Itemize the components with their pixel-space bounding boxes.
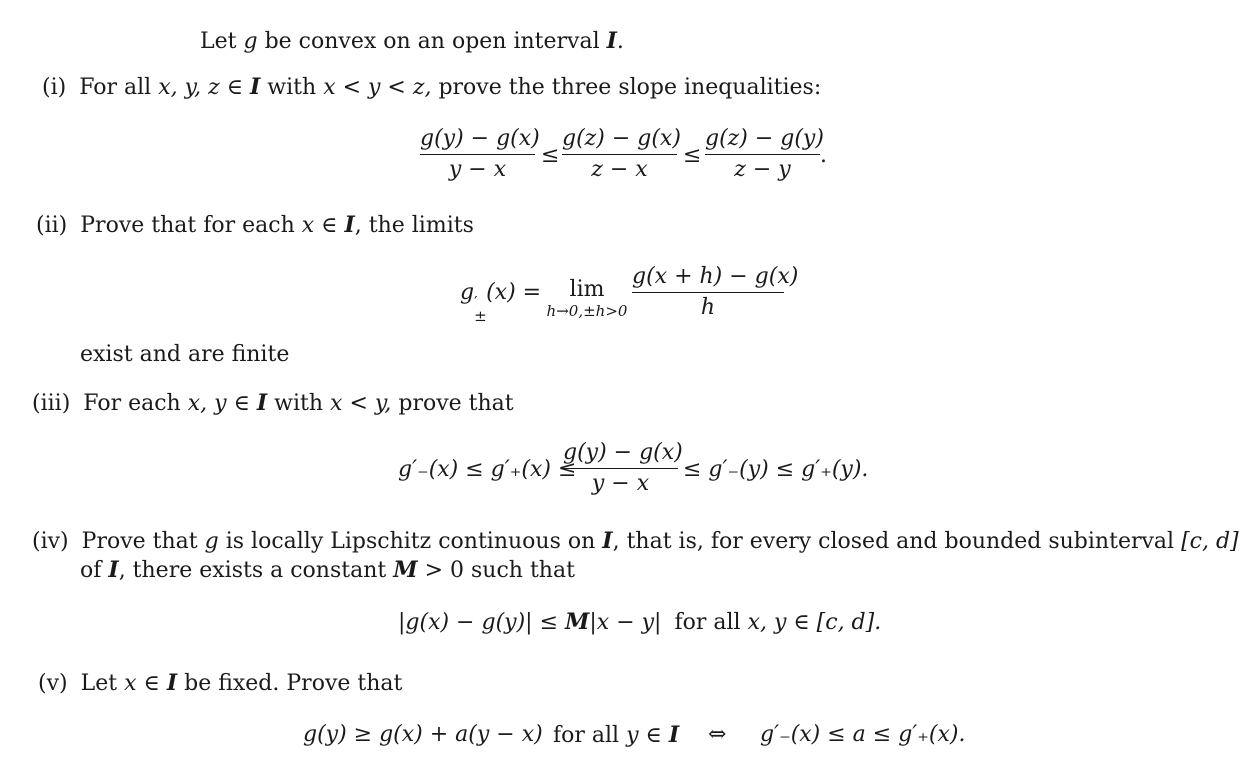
fraction-numerator: g(z) − g(x) <box>562 126 681 151</box>
item-vars: x, y, z <box>158 75 220 100</box>
item-I: I <box>166 670 178 696</box>
fraction-numerator: g(x + h) − g(x) <box>632 264 799 289</box>
condition-I: I <box>668 722 680 748</box>
item-I: I <box>602 528 613 554</box>
item-label: (iii) <box>32 391 71 416</box>
lim-subscript: h→0,±h>0 <box>546 302 628 320</box>
item-interval: [c, d] <box>1181 529 1239 554</box>
lipschitz-in: ∈ [c, d]. <box>793 610 882 635</box>
slope-fraction-3 <box>705 124 824 185</box>
lipschitz-vars: x, y <box>747 610 787 635</box>
item-text: prove the three slope inequalities: <box>438 75 822 100</box>
item-M: M <box>393 557 418 583</box>
item-I: I <box>108 557 119 583</box>
fraction-denominator: h <box>700 295 716 320</box>
display-end: . <box>820 143 827 168</box>
item-text: be fixed. Prove that <box>184 671 403 696</box>
prime: ′ <box>474 293 478 311</box>
item-text: > 0 such that <box>424 558 575 583</box>
secant-slope <box>563 438 683 499</box>
supporting-line-condition <box>553 722 679 748</box>
intro-I: I <box>606 28 617 54</box>
condition-in: ∈ <box>645 723 662 748</box>
lim-text: lim <box>569 277 605 302</box>
item-text: , that is, for every closed and bounded subinterval <box>612 529 1175 554</box>
item-text: Prove that <box>81 529 198 554</box>
lipschitz-lhs: |g(x) − g(y)| ≤ <box>398 610 559 635</box>
limit-operator <box>545 278 629 320</box>
item-label: (i) <box>42 75 67 100</box>
iff-arrow: ⇔ <box>708 722 727 747</box>
item-label: (v) <box>38 671 68 696</box>
lipschitz-M: M <box>565 609 590 635</box>
item-text: is locally Lipschitz continuous on <box>225 529 596 554</box>
item-vars: x <box>301 213 315 238</box>
item-g: g <box>204 529 219 554</box>
item-in: ∈ <box>226 75 243 100</box>
item-text: with <box>274 391 324 416</box>
fraction-denominator: y − x <box>591 471 650 496</box>
item-text: For each <box>83 391 181 416</box>
lhs-arg: (x) = <box>486 280 542 305</box>
fraction-denominator: y − x <box>448 157 507 182</box>
condition-text: for all <box>553 723 620 748</box>
item-text: , the limits <box>354 213 474 238</box>
item-iv-line-1 <box>32 528 1239 554</box>
fraction-numerator: g(y) − g(x) <box>420 126 540 151</box>
intro-g: g <box>243 29 258 54</box>
item-label: (ii) <box>36 213 68 238</box>
item-text: with <box>267 75 317 100</box>
fraction-denominator: z − x <box>591 157 648 182</box>
item-I: I <box>344 212 355 238</box>
item-text: Prove that for each <box>80 213 295 238</box>
intro-line <box>200 28 624 54</box>
lipschitz-inequality <box>398 609 881 635</box>
relation-leq: ≤ <box>683 143 702 168</box>
item-iv-line-2 <box>80 557 575 583</box>
item-text: , there exists a constant <box>118 558 387 583</box>
item-text: prove that <box>398 391 514 416</box>
item-vars: x, y <box>187 391 227 416</box>
lipschitz-rhs: |x − y| <box>589 610 662 635</box>
item-v-line <box>38 670 402 696</box>
one-sided-left: g′₋(x) ≤ g′₊(x) ≤ <box>398 457 577 482</box>
slope-fraction-1 <box>420 124 540 185</box>
slope-fraction-2 <box>562 124 681 185</box>
item-in: ∈ <box>233 391 250 416</box>
item-i-line <box>42 74 821 100</box>
supporting-line-rhs: g′₋(x) ≤ a ≤ g′₊(x). <box>760 722 966 747</box>
plus-minus-subscript: ± <box>474 307 487 325</box>
item-text: For all <box>79 75 152 100</box>
one-sided-right: ≤ g′₋(y) ≤ g′₊(y). <box>683 457 869 482</box>
intro-middle: be convex on an open interval <box>264 29 600 54</box>
item-in: ∈ <box>143 671 160 696</box>
lhs-g: g <box>460 280 475 305</box>
condition-vars: y <box>626 723 639 748</box>
derivative-lhs <box>460 280 542 325</box>
item-ii-after: exist and are finite <box>80 342 290 367</box>
item-ii-line <box>36 212 474 238</box>
lipschitz-text: for all <box>674 610 741 635</box>
item-cond: x < y < z, <box>323 75 432 100</box>
item-I: I <box>256 390 268 416</box>
fraction-numerator: g(z) − g(y) <box>705 126 824 151</box>
item-vars: x <box>124 671 137 696</box>
intro-prefix: Let <box>200 29 237 54</box>
item-iii-line <box>32 390 514 416</box>
item-I: I <box>250 74 261 100</box>
item-cond: x < y, <box>330 391 392 416</box>
fraction-numerator: g(y) − g(x) <box>563 440 683 465</box>
supporting-line-lhs: g(y) ≥ g(x) + a(y − x) <box>303 722 543 747</box>
item-text: Let <box>80 671 118 696</box>
fraction-denominator: z − y <box>734 157 791 182</box>
item-text: of <box>80 558 102 583</box>
relation-leq: ≤ <box>541 143 560 168</box>
difference-quotient <box>632 262 799 323</box>
item-label: (iv) <box>32 529 69 554</box>
intro-suffix: . <box>616 29 624 54</box>
item-in: ∈ <box>321 213 338 238</box>
